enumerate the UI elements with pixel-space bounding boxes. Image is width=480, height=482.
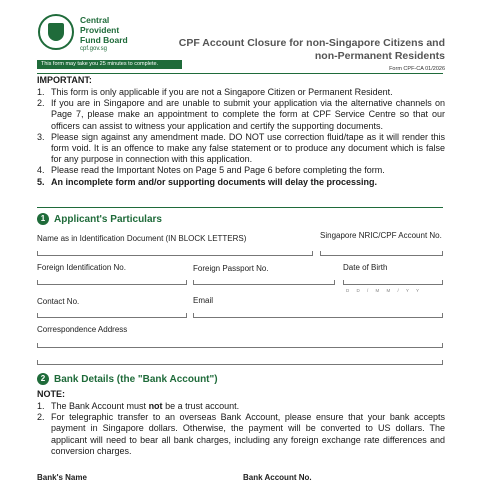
foreign-id-label: Foreign Identification No.: [37, 263, 126, 272]
form-title: [179, 37, 445, 63]
form-number: Form CPF-CA 01/2026: [389, 66, 445, 72]
email-field[interactable]: [193, 313, 443, 318]
bank-account-label: Bank Account No.: [243, 473, 312, 482]
section-number-badge: 1: [37, 213, 49, 225]
section-1-title: Applicant's Particulars: [54, 213, 162, 225]
email-label: Email: [193, 296, 214, 305]
cpf-logo: [38, 14, 74, 50]
name-field[interactable]: [37, 251, 313, 256]
passport-label: Foreign Passport No.: [193, 264, 269, 273]
nric-field[interactable]: [320, 251, 443, 256]
dob-label: Date of Birth: [343, 263, 388, 272]
important-item: 4. Please read the Important Notes on Page 5 and Page 6 before completing the form.: [37, 165, 385, 176]
important-heading: IMPORTANT:: [37, 75, 92, 85]
contact-label: Contact No.: [37, 297, 80, 306]
address-field-line-2[interactable]: [37, 360, 443, 365]
important-item: 2. If you are in Singapore and are unable to submit your application via the alternative channels on Page 7, please make an appointment to complete the form at CPF Service Centre so that our officers can assist to witness your application and certify the supporting documents.: [37, 98, 445, 131]
address-label: Correspondence Address: [37, 325, 128, 334]
org-line-2: Provident: [80, 25, 120, 35]
section-divider: [37, 207, 443, 208]
important-item: 3. Please sign against any amendment made. DO NOT use correction fluid/tape as it will render this form void. It is an offence to make any false statement or to produce any document which is false for any purpose in connection with this application.: [37, 131, 445, 165]
important-item: 5. An incomplete form and/or supporting documents will delay the processing.: [37, 176, 378, 187]
note-item: 2. For telegraphic transfer to an overseas Bank Account, please ensure that your bank accepts payment in Singapore dollars. Otherwise, the payment will be converted to US dollars. The applicant will need to bear all bank charges, including any foreign exchange rate differences and conversion charges.: [37, 412, 445, 456]
dob-hint: D D / M M / Y Y: [346, 288, 423, 293]
name-label: Name as in Identification Document (IN BLOCK LETTERS): [37, 234, 247, 243]
contact-field[interactable]: [37, 313, 187, 318]
dob-field[interactable]: [343, 280, 443, 285]
form-title-line-2: non-Permanent Residents: [314, 50, 445, 62]
foreign-id-field[interactable]: [37, 280, 187, 285]
section-1-heading: [37, 213, 162, 225]
important-item: 1. This form is only applicable if you are not a Singapore Citizen or Permanent Resident.: [37, 87, 393, 97]
address-field-line-1[interactable]: [37, 343, 443, 348]
note-heading: NOTE:: [37, 389, 65, 399]
section-2-heading: [37, 373, 218, 385]
section-number-badge: 2: [37, 373, 49, 385]
org-name: [80, 15, 128, 45]
bank-notes-list: [37, 401, 445, 457]
passport-field[interactable]: [193, 280, 335, 285]
note-item: 1. The Bank Account must not be a trust account.: [37, 401, 240, 411]
org-line-3: Fund Board: [80, 35, 128, 45]
section-2-title: Bank Details (the "Bank Account"): [54, 373, 218, 385]
org-line-1: Central: [80, 15, 110, 25]
form-title-line-1: CPF Account Closure for non-Singapore Citizens and: [178, 37, 445, 49]
important-list: [37, 87, 445, 188]
nric-label: Singapore NRIC/CPF Account No.: [320, 231, 442, 240]
org-website: cpf.gov.sg: [80, 46, 107, 52]
bank-name-label: Bank's Name: [37, 473, 87, 482]
shield-icon: [48, 23, 64, 41]
time-notice: This form may take you 25 minutes to complete.: [37, 60, 182, 69]
header-divider: [37, 73, 443, 74]
